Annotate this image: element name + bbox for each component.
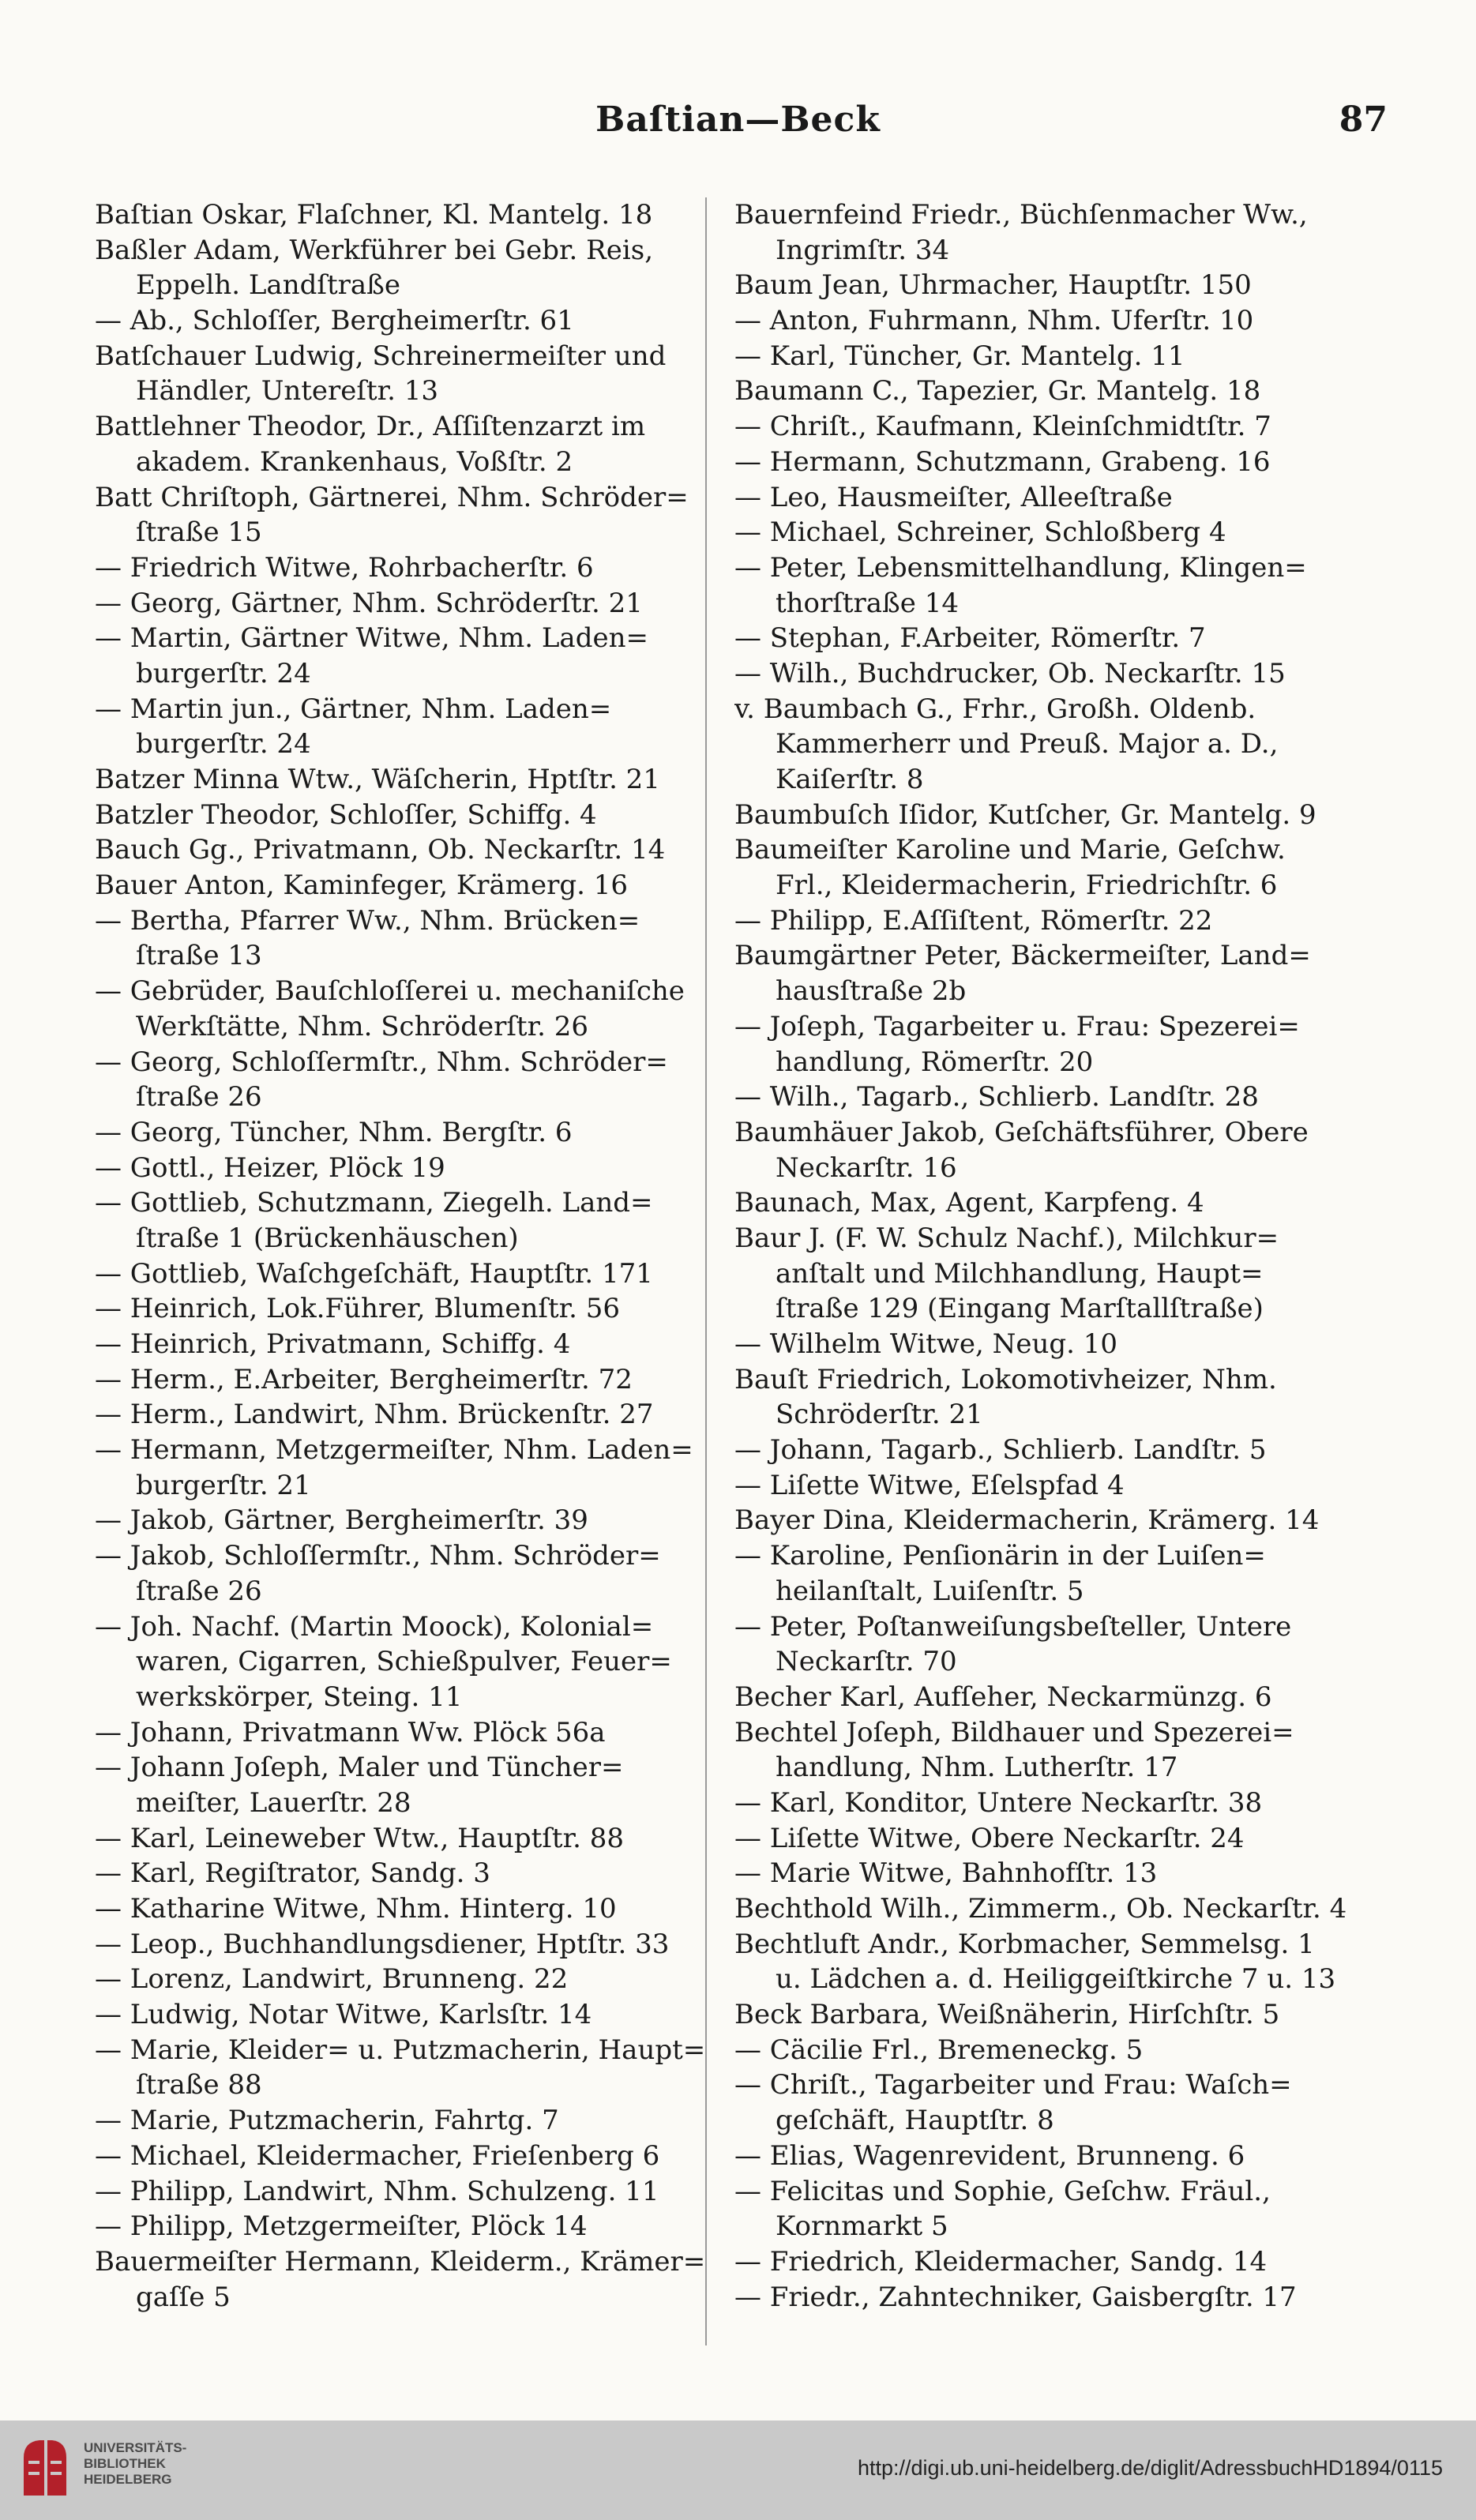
entry-continuation-line: Werkſtätte, Nhm. Schröderſtr. 26 (136, 1010, 588, 1042)
directory-entry-line: — Cäcilie Frl., Bremeneckg. 5 (734, 2034, 1144, 2066)
directory-entry-line: — Georg, Tüncher, Nhm. Bergſtr. 6 (95, 1116, 573, 1148)
directory-entry-line: — Wilhelm Witwe, Neug. 10 (734, 1328, 1117, 1360)
left-column (95, 197, 742, 2315)
entry-continuation-line: geſchäft, Hauptſtr. 8 (776, 2105, 1054, 2137)
directory-entry-line: — Marie, Kleider= u. Putzmacherin, Haupt= (95, 2034, 706, 2066)
directory-entry-line: — Elias, Wagenrevident, Brunneng. 6 (734, 2139, 1245, 2172)
directory-entry-line: — Philipp, Metzgermeiſter, Plöck 14 (95, 2210, 588, 2243)
directory-entry-line: — Karl, Leineweber Wtw., Hauptſtr. 88 (95, 1822, 624, 1854)
directory-entry-line: — Friedrich, Kleidermacher, Sandg. 14 (734, 2245, 1268, 2278)
page-header-title: Baſtian—Beck (595, 100, 881, 140)
university-library-logo-icon (17, 2434, 73, 2500)
directory-entry-line: — Karl, Regiſtrator, Sandg. 3 (95, 1857, 490, 1890)
directory-entry-line: — Michael, Schreiner, Schloßberg 4 (734, 516, 1226, 549)
directory-entry-line: — Katharine Witwe, Nhm. Hinterg. 10 (95, 1893, 617, 1925)
entry-continuation-line: ſtraße 129 (Eingang Marſtallſtraße) (776, 1293, 1264, 1325)
page-number: 87 (1339, 100, 1388, 140)
entry-continuation-line: burgerſtr. 24 (136, 728, 311, 761)
directory-entry-line: — Wilh., Tagarb., Schlierb. Landſtr. 28 (734, 1081, 1259, 1114)
entry-continuation-line: gaſſe 5 (136, 2281, 231, 2313)
directory-entry-line: Bayer Dina, Kleidermacherin, Krämerg. 14 (734, 1504, 1320, 1537)
entry-continuation-line: Händler, Untereſtr. 13 (136, 375, 439, 407)
entry-continuation-line: u. Lädchen a. d. Heiliggeiſtkirche 7 u. 13 (776, 1963, 1336, 1996)
entry-continuation-line: ſtraße 13 (136, 940, 262, 972)
entry-continuation-line: handlung, Römerſtr. 20 (776, 1046, 1094, 1078)
directory-entry-line: — Gottlieb, Schutzmann, Ziegelh. Land= (95, 1187, 653, 1219)
directory-entry-line: Baumhäuer Jakob, Geſchäftsführer, Obere (734, 1116, 1309, 1148)
directory-entry-line: Baßler Adam, Werkführer bei Gebr. Reis, (95, 234, 654, 266)
directory-entry-line: — Hermann, Schutzmann, Grabeng. 16 (734, 445, 1271, 478)
directory-entry-line: — Lorenz, Landwirt, Brunneng. 22 (95, 1963, 569, 1996)
entry-continuation-line: akadem. Krankenhaus, Voßſtr. 2 (136, 445, 573, 478)
directory-entry-line: — Martin, Gärtner Witwe, Nhm. Laden= (95, 622, 648, 655)
entry-continuation-line: meiſter, Lauerſtr. 28 (136, 1786, 411, 1819)
directory-entry-line: Baumann C., Tapezier, Gr. Mantelg. 18 (734, 375, 1261, 407)
directory-entry-line: Baumgärtner Peter, Bäckermeiſter, Land= (734, 940, 1311, 972)
directory-entry-line: — Leop., Buchhandlungsdiener, Hptſtr. 33 (95, 1928, 670, 1960)
entry-continuation-line: Neckarſtr. 16 (776, 1151, 957, 1184)
entry-continuation-line: Schröderſtr. 21 (776, 1399, 983, 1431)
directory-entry-line: v. Baumbach G., Frhr., Großh. Oldenb. (734, 693, 1256, 725)
entry-continuation-line: hausſtraße 2b (776, 975, 967, 1008)
entry-continuation-line: burgerſtr. 24 (136, 657, 311, 689)
directory-entry-line: Bechtel Joſeph, Bildhauer und Spezerei= (734, 1716, 1294, 1748)
entry-continuation-line: Kammerherr und Preuß. Major a. D., (776, 728, 1279, 761)
directory-entry-line: Bauer Anton, Kaminfeger, Krämerg. 16 (95, 869, 629, 902)
directory-entry-line: — Bertha, Pfarrer Ww., Nhm. Brücken= (95, 904, 640, 937)
directory-entry-line: Bauernfeind Friedr., Büchſenmacher Ww., (734, 199, 1308, 231)
directory-entry-line: Baum Jean, Uhrmacher, Hauptſtr. 150 (734, 269, 1252, 302)
directory-entry-line: — Gottlieb, Waſchgeſchäft, Hauptſtr. 171 (95, 1257, 653, 1290)
entry-continuation-line: Frl., Kleidermacherin, Friedrichſtr. 6 (776, 869, 1278, 902)
directory-entry-line: Baumbuſch Iſidor, Kutſcher, Gr. Mantelg. 9 (734, 798, 1316, 831)
directory-entry-line: — Marie, Putzmacherin, Fahrtg. 7 (95, 2105, 559, 2137)
directory-entry-line: Baumeiſter Karoline und Marie, Geſchw. (734, 834, 1286, 866)
directory-entry-line: — Johann Joſeph, Maler und Tüncher= (95, 1752, 624, 1784)
directory-entry-line: — Leo, Hausmeiſter, Alleeſtraße (734, 481, 1173, 513)
directory-entry-line: — Johann, Tagarb., Schlierb. Landſtr. 5 (734, 1434, 1267, 1467)
entry-continuation-line: waren, Cigarren, Schießpulver, Feuer= (136, 1646, 672, 1678)
directory-entry-line: Bechthold Wilh., Zimmerm., Ob. Neckarſtr. 4 (734, 1893, 1347, 1925)
entry-continuation-line: burgerſtr. 21 (136, 1469, 311, 1501)
directory-entry-line: — Michael, Kleidermacher, Frieſenberg 6 (95, 2139, 660, 2172)
directory-entry-line: Batſchauer Ludwig, Schreinermeiſter und (95, 340, 667, 372)
directory-entry-line: — Joſeph, Tagarbeiter u. Frau: Spezerei= (734, 1010, 1300, 1042)
source-url-link[interactable]: http://digi.ub.uni-heidelberg.de/diglit/AdressbuchHD1894/0115 (858, 2456, 1443, 2480)
entry-continuation-line: ſtraße 26 (136, 1575, 262, 1607)
directory-entry-line: — Georg, Schloſſermſtr., Nhm. Schröder= (95, 1046, 668, 1078)
directory-entry-line: Bechtluft Andr., Korbmacher, Semmelsg. 1 (734, 1928, 1315, 1960)
directory-entry-line: Baur J. (F. W. Schulz Nachf.), Milchkur= (734, 1222, 1279, 1254)
directory-entry-line: — Karoline, Penſionärin in der Luiſen= (734, 1540, 1266, 1572)
directory-entry-line: — Philipp, Landwirt, Nhm. Schulzeng. 11 (95, 2175, 659, 2207)
entry-continuation-line: ſtraße 88 (136, 2069, 262, 2101)
directory-entry-line: — Jakob, Schloſſermſtr., Nhm. Schröder= (95, 1540, 661, 1572)
directory-entry-line: Becher Karl, Aufſeher, Neckarmünzg. 6 (734, 1681, 1272, 1713)
directory-entry-line: — Karl, Konditor, Untere Neckarſtr. 38 (734, 1786, 1263, 1819)
entry-continuation-line: ſtraße 15 (136, 516, 262, 549)
column-divider (705, 197, 707, 2345)
directory-entry-line: Bauch Gg., Privatmann, Ob. Neckarſtr. 14 (95, 834, 666, 866)
entry-continuation-line: Kaiſerſtr. 8 (776, 764, 924, 795)
directory-entry-line: — Karl, Tüncher, Gr. Mantelg. 11 (734, 340, 1185, 372)
entry-continuation-line: ſtraße 26 (136, 1081, 262, 1114)
directory-entry-line: — Heinrich, Privatmann, Schiffg. 4 (95, 1328, 571, 1360)
directory-entry-line: — Joh. Nachf. (Martin Moock), Kolonial= (95, 1610, 654, 1643)
directory-entry-line: — Philipp, E.Aſſiſtent, Römerſtr. 22 (734, 904, 1213, 937)
directory-entry-line: — Georg, Gärtner, Nhm. Schröderſtr. 21 (95, 587, 643, 619)
directory-entry-line: — Peter, Lebensmittelhandlung, Klingen= (734, 551, 1307, 584)
library-name-line: HEIDELBERG (84, 2472, 172, 2487)
directory-entry-line: — Friedr., Zahntechniker, Gaisbergſtr. 17 (734, 2281, 1297, 2313)
directory-entry-line: — Chriſt., Tagarbeiter und Frau: Waſch= (734, 2069, 1292, 2101)
entry-continuation-line: Neckarſtr. 70 (776, 1646, 957, 1678)
entry-continuation-line: thorſtraße 14 (776, 587, 959, 619)
directory-entry-line: — Marie Witwe, Bahnhofſtr. 13 (734, 1857, 1158, 1890)
directory-entry-line: Batt Chriſtoph, Gärtnerei, Nhm. Schröder= (95, 481, 689, 513)
entry-continuation-line: handlung, Nhm. Lutherſtr. 17 (776, 1752, 1178, 1784)
directory-entry-line: — Hermann, Metzgermeiſter, Nhm. Laden= (95, 1434, 693, 1467)
entry-continuation-line: ſtraße 1 (Brückenhäuschen) (136, 1222, 519, 1254)
entry-continuation-line: Eppelh. Landſtraße (136, 269, 400, 302)
directory-entry-line: Beck Barbara, Weißnäherin, Hirſchſtr. 5 (734, 1999, 1280, 2031)
directory-entry-line: — Peter, Poſtanweiſungsbeſteller, Untere (734, 1610, 1292, 1643)
library-name-line: BIBLIOTHEK (84, 2456, 166, 2471)
directory-entry-line: Batzer Minna Wtw., Wäſcherin, Hptſtr. 21 (95, 764, 660, 795)
entry-continuation-line: werkskörper, Steing. 11 (136, 1681, 463, 1713)
directory-entry-line: — Wilh., Buchdrucker, Ob. Neckarſtr. 15 (734, 657, 1286, 689)
directory-entry-line: — Chriſt., Kaufmann, Kleinſchmidtſtr. 7 (734, 411, 1271, 443)
directory-entry-line: Baſtian Oskar, Flaſchner, Kl. Mantelg. 18 (95, 199, 653, 231)
entry-continuation-line: Ingrimſtr. 34 (776, 234, 950, 266)
directory-entry-line: — Gottl., Heizer, Plöck 19 (95, 1151, 445, 1184)
entry-continuation-line: heilanſtalt, Luiſenſtr. 5 (776, 1575, 1084, 1607)
library-name-line: UNIVERSITÄTS- (84, 2440, 187, 2455)
directory-entry-line: — Herm., Landwirt, Nhm. Brückenſtr. 27 (95, 1399, 654, 1431)
directory-entry-line: — Gebrüder, Bauſchloſſerei u. mechaniſche (95, 975, 685, 1008)
directory-entry-line: Bauſt Friedrich, Lokomotivheizer, Nhm. (734, 1363, 1277, 1395)
directory-entry-line: Battlehner Theodor, Dr., Aſſiſtenzarzt im (95, 411, 646, 443)
library-name (84, 2440, 186, 2488)
directory-entry-line: — Jakob, Gärtner, Bergheimerſtr. 39 (95, 1504, 588, 1537)
directory-entry-line: — Liſette Witwe, Eſelspfad 4 (734, 1469, 1125, 1501)
directory-entry-line: — Johann, Privatmann Ww. Plöck 56a (95, 1716, 606, 1748)
directory-entry-line: — Liſette Witwe, Obere Neckarſtr. 24 (734, 1822, 1245, 1854)
directory-entry-line: Batzler Theodor, Schloſſer, Schiffg. 4 (95, 798, 597, 831)
directory-entry-line: Bauermeiſter Hermann, Kleiderm., Krämer= (95, 2245, 706, 2278)
right-column (734, 197, 1382, 2315)
directory-entry-line: — Anton, Fuhrmann, Nhm. Uferſtr. 10 (734, 305, 1254, 337)
entry-continuation-line: Kornmarkt 5 (776, 2210, 948, 2243)
directory-entry-line: — Stephan, F.Arbeiter, Römerſtr. 7 (734, 622, 1206, 655)
directory-entry-line: Baunach, Max, Agent, Karpfeng. 4 (734, 1187, 1204, 1219)
directory-entry-line: — Friedrich Witwe, Rohrbacherſtr. 6 (95, 551, 594, 584)
directory-entry-line: — Martin jun., Gärtner, Nhm. Laden= (95, 693, 612, 725)
directory-entry-line: — Heinrich, Lok.Führer, Blumenſtr. 56 (95, 1293, 621, 1325)
directory-entry-line: — Ab., Schloſſer, Bergheimerſtr. 61 (95, 305, 574, 337)
directory-entry-line: — Herm., E.Arbeiter, Bergheimerſtr. 72 (95, 1363, 633, 1395)
entry-continuation-line: anſtalt und Milchhandlung, Haupt= (776, 1257, 1264, 1290)
directory-entry-line: — Ludwig, Notar Witwe, Karlsſtr. 14 (95, 1999, 592, 2031)
directory-entry-line: — Felicitas und Sophie, Geſchw. Fräul., (734, 2175, 1271, 2207)
